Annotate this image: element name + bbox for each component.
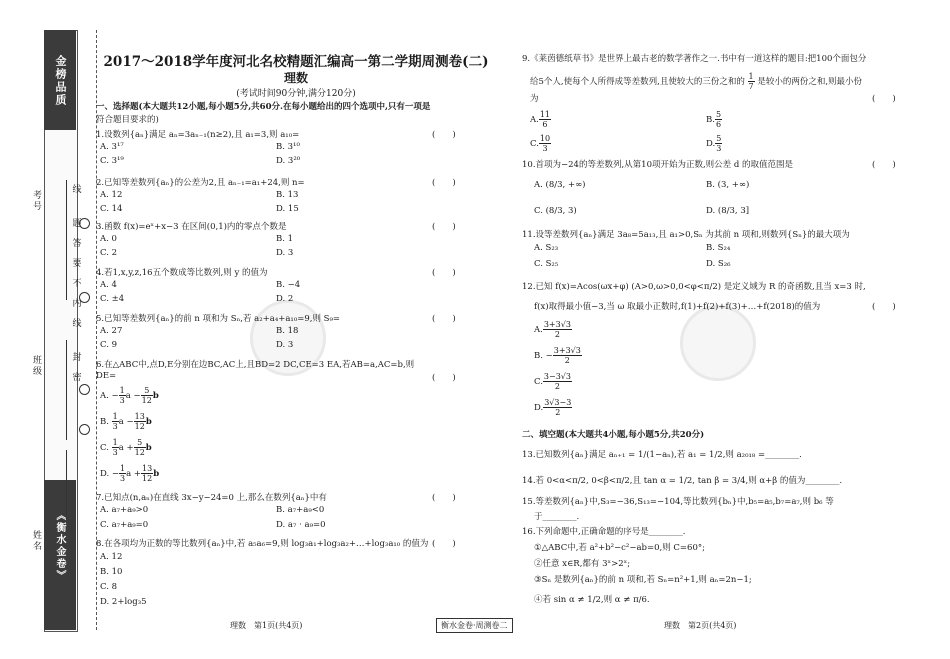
q6-stem: 6.在△ABC中,点D,E分别在边BC,AC上,且BD=2 DC,CE=3 EA,若AB=a,AC=b,则 xyxy=(96,360,415,370)
denominator: 2 xyxy=(554,382,560,391)
numerator: 3+3√3 xyxy=(553,346,581,355)
q7-option-d: D. a₇ · a₉=0 xyxy=(276,520,326,530)
q13: 13.已知数列{aₙ}满足 aₙ₊₁ = 1/(1−aₙ),若 a₁ = 1/2,则 a₂₀₁₈ =________. xyxy=(522,450,802,460)
seal-char: 密 xyxy=(72,373,82,383)
denominator: 6 xyxy=(715,120,722,129)
answer-paren: ( ) xyxy=(432,314,456,324)
numerator: 1 xyxy=(119,386,125,395)
question-stem: 4.若1,x,y,z,16五个数成等比数列,则 y 的值为 xyxy=(96,268,268,278)
option: D. 3 xyxy=(276,248,294,258)
q11-option-b: B. S₂₄ xyxy=(706,243,731,253)
option-letter: A. xyxy=(534,325,543,335)
option: B. −4 xyxy=(276,280,301,290)
numerator: 5 xyxy=(715,110,722,119)
q12-stem-cont: f(x)取得最小值−3,当 ω 取最小正数时,f(1)+f(2)+f(3)+…+f(2018)的值为 xyxy=(534,302,821,312)
denominator: 3 xyxy=(716,144,722,153)
option-letter: D. xyxy=(534,403,544,413)
q6-option xyxy=(100,464,159,483)
paper-title: 2017～2018学年度河北名校精题汇编高一第二学期周测卷(二) xyxy=(103,54,489,70)
denominator: 12 xyxy=(141,396,152,405)
q9-option xyxy=(530,110,551,129)
seal-circle xyxy=(79,292,90,303)
q7-option-b: B. a₇+a₉<0 xyxy=(276,505,325,515)
seal-column xyxy=(71,180,83,388)
option-prefix: D. − xyxy=(100,469,120,479)
q12-stem: 12.已知 f(x)=Acos(ωx+φ) (A>0,ω>0,0<φ<π/2) 是定义域为 R 的奇函数,且当 x=3 时, xyxy=(522,282,866,292)
q9-option xyxy=(530,134,551,153)
option-letter: B. xyxy=(706,115,715,125)
q12-answer-paren: ( ) xyxy=(872,302,896,312)
denominator: 2 xyxy=(554,330,560,339)
q9-option xyxy=(706,134,722,153)
q12-option xyxy=(534,398,572,417)
fraction xyxy=(715,134,722,153)
q7-option-c: C. a₇+a₉=0 xyxy=(100,520,149,530)
seal-char: 题 xyxy=(72,219,82,229)
option: C. 2 xyxy=(100,248,118,258)
q9-stem: 9.《莱茵德纸草书》是世界上最古老的数学著作之一.书中有一道这样的题目:把100个面包分 xyxy=(522,54,867,64)
section1-heading: 一、选择题(本大题共12小题,每小题5分,共60分.在每小题给出的四个选项中,只有一项是 xyxy=(96,102,431,112)
seal-circle xyxy=(79,424,90,435)
q7-option-a: A. a₇+a₉>0 xyxy=(100,505,149,515)
seal-circle xyxy=(79,384,90,395)
fraction xyxy=(112,412,119,431)
q7-stem: 7.已知点(n,aₙ)在直线 3x−y−24=0 上,那么在数列{aₙ}中有 xyxy=(96,493,327,503)
question-stem: 1.设数列{aₙ}满足 aₙ=3aₙ₋₁(n≥2),且 a₁=3,则 a₁₀= xyxy=(96,130,300,140)
q12-option xyxy=(534,372,572,391)
q15-cont: 于________. xyxy=(534,512,580,522)
option-letter: C. xyxy=(530,139,539,149)
option: A. 12 xyxy=(100,190,123,200)
q8-option-d: D. 2+log₃5 xyxy=(100,597,147,607)
seal-char: 线 xyxy=(72,319,82,329)
seal-char: 要 xyxy=(72,259,82,269)
q8-option-a: A. 12 xyxy=(100,552,123,562)
q16-item-4: ④若 sin α ≠ 1/2,则 α ≠ π/6. xyxy=(534,595,650,605)
seal-char: 答 xyxy=(72,239,82,249)
q10-option-a: A. (8/3, +∞) xyxy=(534,180,586,190)
q9-option xyxy=(706,110,722,129)
fraction xyxy=(539,110,551,129)
q6-answer-paren: ( ) xyxy=(432,373,456,383)
option: C. 3¹⁹ xyxy=(100,156,124,166)
numerator: 3−3√3 xyxy=(543,372,571,381)
seal-circle xyxy=(79,218,90,229)
option-mid: a + xyxy=(118,443,134,453)
fraction xyxy=(134,438,146,457)
fraction xyxy=(553,346,582,365)
answer-paren: ( ) xyxy=(432,178,456,188)
option-post: b xyxy=(153,469,160,479)
denominator: 12 xyxy=(142,474,153,483)
option: A. 3¹⁷ xyxy=(100,142,124,152)
binding-top-tag: 金榜品质 xyxy=(54,55,67,107)
fraction xyxy=(119,386,126,405)
footer-series-stamp: 衡水金卷·周测卷二 xyxy=(436,618,513,633)
q9-stem-part: 给5个人,使每个人所得成等差数列,且使较大的三份之和的 xyxy=(530,77,745,87)
q12-option xyxy=(534,346,582,365)
numerator: 13 xyxy=(134,412,145,421)
q16: 16.下列命题中,正确命题的序号是________. xyxy=(522,527,686,537)
denominator: 12 xyxy=(134,422,145,431)
numerator: 5 xyxy=(134,438,146,448)
q9-stem-cont xyxy=(530,72,862,91)
option-post: b xyxy=(145,443,152,453)
q8-option-b: B. 10 xyxy=(100,567,123,577)
numerator: 1 xyxy=(112,438,118,447)
option: C. 9 xyxy=(100,340,118,350)
q7-answer-paren: ( ) xyxy=(432,493,456,503)
time-info: (考试时间90分钟,满分120分) xyxy=(236,89,356,99)
footer-page-1: 理数 第1页(共4页) xyxy=(230,621,303,630)
q8-option-c: C. 8 xyxy=(100,582,118,592)
q11-option-c: C. S₂₅ xyxy=(534,259,559,269)
option-letter: C. xyxy=(534,377,543,387)
option-letter: D. xyxy=(706,139,716,149)
q16-item-1: ①△ABC中,若 a²+b²−c²−ab=0,则 C=60°; xyxy=(534,543,705,553)
denominator: 12 xyxy=(134,448,145,457)
option: D. 2 xyxy=(276,294,294,304)
q16-item-2: ②任意 x∈R,都有 3ˣ>2ˣ; xyxy=(534,559,631,569)
option-prefix: C. xyxy=(100,443,112,453)
seal-char: 封 xyxy=(72,353,82,363)
q6-stem-cont: DE= xyxy=(96,371,117,381)
option-letter: A. xyxy=(530,115,539,125)
footer-page-2: 理数 第2页(共4页) xyxy=(664,621,737,630)
answer-paren: ( ) xyxy=(432,130,456,140)
q12-option xyxy=(534,320,572,339)
option-letter: B. − xyxy=(534,351,553,361)
denominator: 3 xyxy=(120,474,126,483)
option: C. ±4 xyxy=(100,294,125,304)
option: D. 15 xyxy=(276,204,299,214)
option: A. 27 xyxy=(100,326,123,336)
q9-stem-part: 是较小的两份之和,则最小份 xyxy=(757,77,863,87)
q8-answer-paren: ( ) xyxy=(432,539,456,549)
option-post: b xyxy=(152,391,159,401)
numerator: 10 xyxy=(539,134,551,143)
fraction xyxy=(543,372,572,391)
fraction xyxy=(141,386,153,405)
seal-char: 内 xyxy=(72,299,82,309)
q6-option xyxy=(100,386,159,405)
q8-stem: 8.在各项均为正数的等比数列{aₙ}中,若 a₅a₆=9,则 log₃a₁+log₃a₂+…+log₃a₁₀ 的值为 xyxy=(96,539,429,549)
option-prefix: B. xyxy=(100,417,112,427)
q10-option-d: D. (8/3, 3] xyxy=(706,206,750,216)
option: D. 3²⁰ xyxy=(276,156,301,166)
q14: 14.若 0<α<π/2, 0<β<π/2,且 tan α = 1/2, tan β = 3/4,则 α+β 的值为________. xyxy=(522,476,843,486)
denominator: 2 xyxy=(555,408,561,417)
option: B. 18 xyxy=(276,326,299,336)
q9-answer-paren: ( ) xyxy=(872,94,896,104)
seal-char: 不 xyxy=(72,279,82,289)
q6-option xyxy=(100,412,152,431)
denominator: 3 xyxy=(112,448,118,457)
option-post: b xyxy=(145,417,152,427)
seal-char: 线 xyxy=(72,185,82,195)
denominator: 3 xyxy=(112,422,118,431)
option: C. 14 xyxy=(100,204,123,214)
option: B. 13 xyxy=(276,190,299,200)
denominator: 2 xyxy=(564,356,570,365)
q11-option-a: A. S₂₃ xyxy=(534,243,559,253)
fraction xyxy=(715,110,722,129)
numerator: 3+3√3 xyxy=(543,320,571,329)
exam-no-label: 考号 xyxy=(31,190,41,212)
cut-marker-3 xyxy=(66,450,68,520)
denominator: 3 xyxy=(119,396,125,405)
q11-stem: 11.设等差数列{aₙ}满足 3a₈=5a₁₃,且 a₁>0,Sₙ 为其前 n 项和,则数列{Sₙ}的最大项为 xyxy=(522,230,850,240)
q6-option xyxy=(100,438,152,457)
q11-option-d: D. S₂₆ xyxy=(706,259,731,269)
q16-item-3: ③Sₙ 是数列{aₙ}的前 n 项和,若 Sₙ=n²+1,则 aₙ=2n−1; xyxy=(534,575,752,585)
q9-stem-end: 为 xyxy=(530,94,539,104)
class-label: 班级 xyxy=(31,355,41,377)
numerator: 1 xyxy=(120,464,126,473)
watermark-logo xyxy=(680,305,756,381)
q10-stem: 10.首项为−24的等差数列,从第10项开始为正数,则公差 d 的取值范围是 xyxy=(522,160,794,170)
denominator: 3 xyxy=(542,144,548,153)
subject-title: 理数 xyxy=(283,71,308,85)
option-mid: a + xyxy=(126,469,142,479)
answer-paren: ( ) xyxy=(432,222,456,232)
question-stem: 5.已知等差数列{aₙ}的前 n 项和为 Sₙ,若 a₂+a₄+a₁₀=9,则 S₉= xyxy=(96,314,341,324)
cut-marker-1 xyxy=(66,180,68,300)
option: B. 1 xyxy=(276,234,294,244)
cut-marker-2 xyxy=(66,340,68,440)
fraction xyxy=(543,320,572,339)
section1-heading-cont: 符合题目要求的) xyxy=(96,115,159,125)
fraction xyxy=(134,412,146,431)
option-mid: a − xyxy=(118,417,134,427)
numerator: 11 xyxy=(539,110,551,119)
fraction xyxy=(112,438,119,457)
numerator: 5 xyxy=(141,386,153,396)
question-stem: 3.函数 f(x)=eˣ+x−3 在区间(0,1)内的零点个数是 xyxy=(96,222,287,232)
answer-paren: ( ) xyxy=(432,268,456,278)
fraction xyxy=(141,464,153,483)
option: A. 4 xyxy=(100,280,117,290)
name-label: 姓名 xyxy=(31,530,41,552)
numerator: 5 xyxy=(716,134,722,143)
section2-heading: 二、填空题(本大题共4小题,每小题5分,共20分) xyxy=(522,430,705,440)
option: A. 0 xyxy=(100,234,117,244)
option-mid: a − xyxy=(125,391,141,401)
denominator: 6 xyxy=(542,120,548,129)
binding-bottom-tag: 《衡水金卷》 xyxy=(54,510,65,582)
option: D. 3 xyxy=(276,340,294,350)
q15: 15.等差数列{aₙ}中,S₃=−36,S₁₃=−104,等比数列{bₙ}中,b₅=a₅,b₇=a₇,则 b₆ 等 xyxy=(522,497,834,507)
q10-option-b: B. (3, +∞) xyxy=(706,180,750,190)
option-prefix: A. − xyxy=(100,391,119,401)
q10-option-c: C. (8/3, 3) xyxy=(534,206,577,216)
fraction xyxy=(543,398,572,417)
option: B. 3¹⁰ xyxy=(276,142,300,152)
q9-fraction: $\frac{1}{7}$ xyxy=(748,72,754,91)
fraction xyxy=(539,134,551,153)
numerator: 1 xyxy=(112,412,118,421)
q10-answer-paren: ( ) xyxy=(872,160,896,170)
numerator: 13 xyxy=(142,464,153,473)
question-stem: 2.已知等差数列{aₙ}的公差为2,且 aₙ₋₁=a₁+24,则 n= xyxy=(96,178,305,188)
numerator: 3√3−3 xyxy=(544,398,572,407)
